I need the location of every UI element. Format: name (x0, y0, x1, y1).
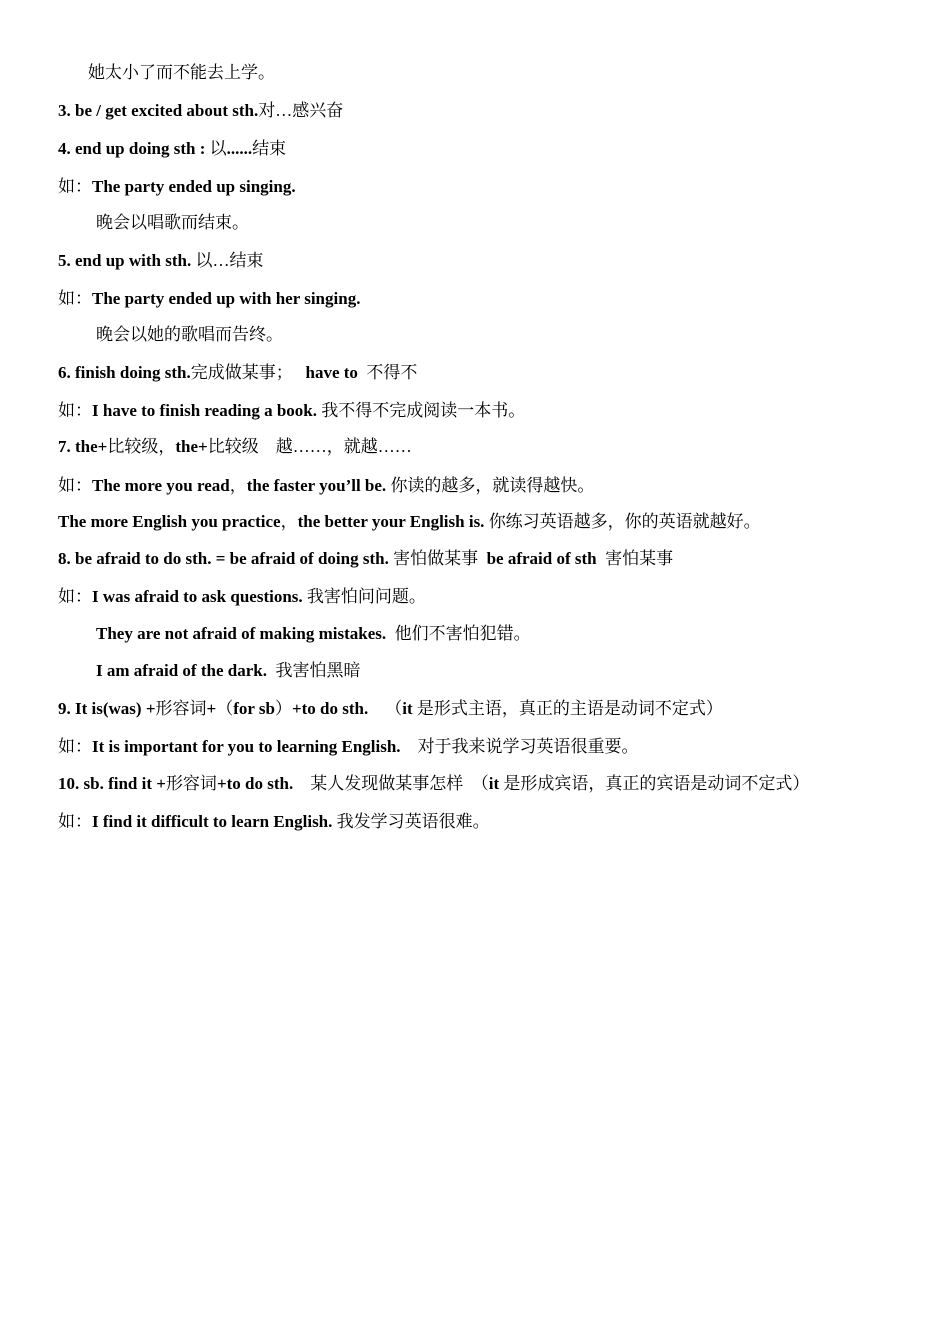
text-run: 6. finish doing sth. (58, 363, 191, 382)
text-run: I have to finish reading a book. (92, 401, 317, 420)
example-line (96, 623, 531, 645)
example-translation (96, 324, 283, 346)
text-run: 8. be afraid to do sth. = be afraid of doing sth. (58, 549, 389, 568)
text-run: 比较级， (107, 437, 176, 456)
text-run: the better your English is. (297, 512, 485, 531)
example-line (58, 586, 426, 608)
text-run: 我害怕黑暗 (266, 661, 361, 680)
example-line (58, 176, 296, 198)
text-run: 如： (58, 476, 92, 495)
text-run: The more English you practice (58, 512, 281, 531)
example-line (58, 736, 639, 758)
text-run: 如： (58, 401, 92, 420)
text-run: it (488, 774, 500, 793)
item-10 (58, 773, 809, 795)
text-run: the faster you’ll be. (246, 476, 387, 495)
text-run: 完成做某事； (190, 363, 293, 382)
text-run: ） (274, 699, 292, 718)
text-run: 4. end up doing sth : (58, 139, 206, 158)
text-run: 7. the+ (58, 437, 108, 456)
text-run: The party ended up with her singing. (92, 289, 361, 308)
text-run: + (206, 699, 217, 718)
text-run: 3. be / get excited about sth. (58, 101, 259, 120)
item-9 (58, 698, 723, 720)
text-run: （ (368, 699, 403, 718)
item-8 (58, 548, 673, 570)
text-run: +to do sth. (291, 699, 369, 718)
text-run: 以 (205, 139, 227, 158)
text-run: ， (229, 476, 247, 495)
item-4 (58, 138, 286, 160)
text-run: They are not afraid of making mistakes. (96, 624, 387, 643)
text-run: 10. sb. find it + (58, 774, 166, 793)
text-run: 她太小了而不能去上学。 (88, 63, 275, 82)
text-run: The party ended up singing. (92, 177, 296, 196)
item-5 (58, 250, 263, 272)
example-translation (88, 62, 275, 84)
text-run: It is important for you to learning English. (92, 737, 401, 756)
item-3 (58, 100, 343, 122)
text-run: 结束 (252, 139, 287, 158)
item-6 (58, 362, 417, 384)
text-run: +to do sth. (216, 774, 294, 793)
example-line (58, 811, 490, 833)
text-run: 是形式主语，真正的主语是动词不定式） (412, 699, 723, 718)
item-7 (58, 436, 412, 458)
text-run: 害怕某事 (596, 549, 674, 568)
example-line (96, 660, 360, 682)
text-run: 形容词 (155, 699, 207, 718)
text-run: 我不得不完成阅读一本书。 (316, 401, 526, 420)
text-run: 如： (58, 177, 92, 196)
text-run: 形容词 (165, 774, 217, 793)
text-run: I was afraid to ask questions. (92, 587, 303, 606)
text-run: 晚会以唱歌而结束。 (96, 213, 249, 232)
text-run: 晚会以她的歌唱而告终。 (96, 325, 283, 344)
text-run: have to (292, 363, 358, 382)
text-run: 以…结束 (191, 251, 264, 270)
text-run: ， (280, 512, 298, 531)
text-run: 某人发现做某事怎样 （ (293, 774, 489, 793)
text-run: 他们不害怕犯错。 (386, 624, 531, 643)
text-run: 害怕做某事 (388, 549, 487, 568)
text-run: （ (216, 699, 234, 718)
text-run: I am afraid of the dark. (96, 661, 267, 680)
text-run: 对于我来说学习英语很重要。 (400, 737, 639, 756)
text-run: 9. It is(was) + (58, 699, 156, 718)
example-translation (96, 212, 249, 234)
text-run: The more you read (92, 476, 230, 495)
text-run: 我害怕问问题。 (302, 587, 426, 606)
example-line (58, 475, 594, 497)
text-run: 如： (58, 587, 92, 606)
example-line (58, 400, 525, 422)
text-run: 如： (58, 737, 92, 756)
text-run: 你读的越多，就读得越快。 (386, 476, 595, 495)
text-run: the+ (175, 437, 208, 456)
text-run: 如： (58, 812, 92, 831)
text-run: 你练习英语越多，你的英语就越好。 (484, 512, 761, 531)
text-run: it (402, 699, 413, 718)
text-run: 如： (58, 289, 92, 308)
example-line (58, 288, 360, 310)
text-run: 对…感兴奋 (258, 101, 344, 120)
text-run: ...... (226, 139, 253, 158)
text-run: for sb (233, 699, 275, 718)
text-run: 我发学习英语很难。 (332, 812, 490, 831)
text-run: I find it difficult to learn English. (92, 812, 333, 831)
text-run: be afraid of sth (486, 549, 597, 568)
text-run: 不得不 (357, 363, 418, 382)
example-line (58, 511, 761, 533)
text-run: 比较级 越……，就越…… (207, 437, 412, 456)
text-run: 是形成宾语，真正的宾语是动词不定式） (499, 774, 810, 793)
text-run: 5. end up with sth. (58, 251, 192, 270)
